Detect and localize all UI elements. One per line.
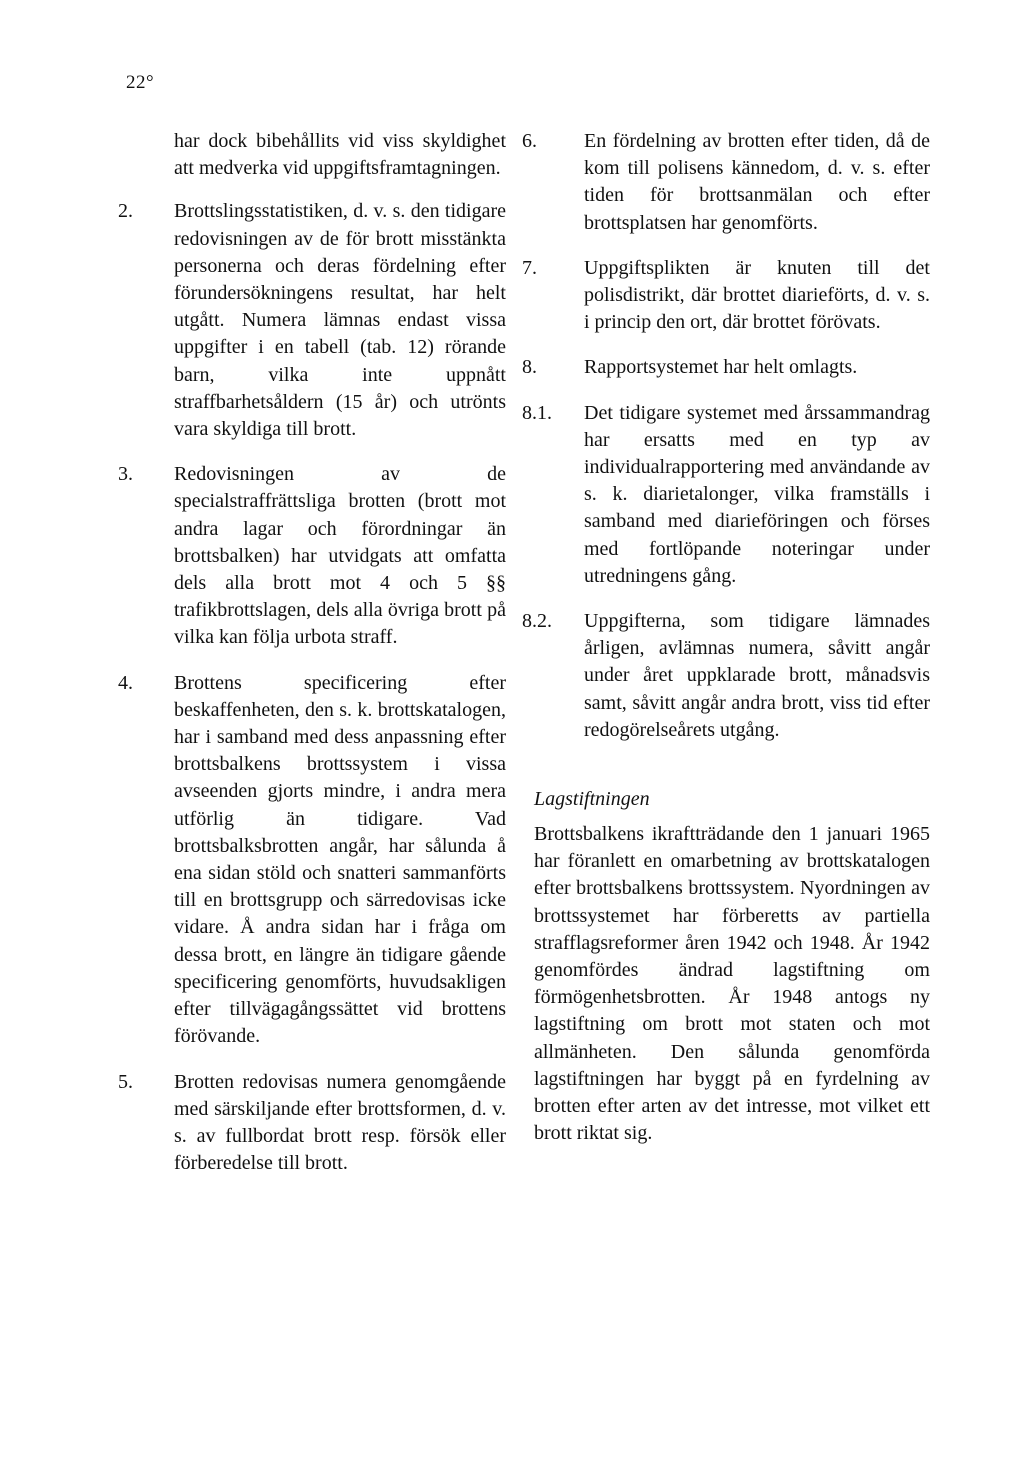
section-heading: Lagstiftningen xyxy=(534,788,650,811)
section-paragraph: Brottsbalkens ikraftträdande den 1 januari 1965 har föranlett en omarbetning av brottskatalogen efter brottsbalkens brottssystem. Nyordningen av brottssystemet har förberetts av partiella strafflagsreformer åren 1942 och 1948. År 1942 genomfördes ändrad lagstiftning om förmögenhetsbrotten. År 1948 antogs ny lagstiftning om brott mot staten och mot allmänheten. Den sålunda genomförda lagstiftningen har byggt på en fyrdelning av brotten efter arten av det intresse, mot vilket ett brott riktat sig. xyxy=(534,823,930,1145)
item-number: 2. xyxy=(118,200,133,223)
item-text: Brotten redovisas numera genomgående med särskiljande efter brottsformen, d. v. s. av fullbordat brott resp. försök eller förberedelse till brott. xyxy=(174,1070,506,1175)
left-column xyxy=(118,128,506,1195)
list-item xyxy=(522,128,930,237)
list-item xyxy=(118,128,506,182)
list-item xyxy=(522,400,930,590)
item-number: 8.2. xyxy=(522,610,552,633)
list-item xyxy=(118,1069,506,1178)
item-number: 3. xyxy=(118,463,133,486)
list-item xyxy=(118,461,506,651)
item-number: 4. xyxy=(118,671,133,694)
list-item xyxy=(522,608,930,744)
item-number: 7. xyxy=(522,256,537,279)
item-text: Uppgifterna, som tidigare lämnades årligen, avlämnas numera, såvitt angår under året uppklarade brott, månadsvis samt, såvitt angår andra brott, viss tid efter redogörelseårets utgång. xyxy=(584,610,930,741)
item-text: har dock bibehållits vid viss skyldighet att medverka vid uppgiftsframtagningen. xyxy=(174,130,506,180)
item-number: 5. xyxy=(118,1070,133,1093)
item-text: Uppgiftsplikten är knuten till det polisdistrikt, där brottet diarieförts, d. v. s. i princip den ort, där brottet förövats. xyxy=(584,256,930,334)
item-text: Redovisningen av de specialstraffrättsliga brotten (brott mot andra lagar och förordningar än brottsbalken) har utvidgats att omfatta dels alla brott mot 4 och 5 §§ trafikbrottslagen, dels alla övriga brott på vilka kan följa urbota straff. xyxy=(174,463,506,649)
item-number: 8. xyxy=(522,356,537,379)
right-column xyxy=(522,128,930,1148)
list-item xyxy=(118,670,506,1051)
item-text: En fördelning av brotten efter tiden, då de kom till polisens kännedom, d. v. s. efter tiden för brottsanmälan och efter brottsplatsen har genomförts. xyxy=(584,130,930,234)
item-text: Rapportsystemet har helt omlagts. xyxy=(584,356,858,379)
item-text: Brottens specificering efter beskaffenheten, den s. k. brottskatalogen, har i samband med dess anpassning efter brottsbalkens brottssystem i vissa avseenden gjorts mindre, i andra mera utförlig än tidigare. Vad brottsbalksbrotten angår, har sålunda å ena sidan stöld och snatteri sammanförts till en brottsgrupp och särredovisas icke vidare. Å andra sidan har i fråga om dessa brott, en längre än tidigare gående specificering genomförts, huvudsakligen efter tillvägagångssättet vid brottens förövande. xyxy=(174,671,506,1048)
item-number: 8.1. xyxy=(522,401,552,424)
page-number: 22° xyxy=(126,72,155,93)
item-text: Det tidigare systemet med årssammandrag har ersatts med en typ av individualrapportering med användande av s. k. diarietalonger, vilka framställs i samband med diarieföringen och förses med fortlöpande noteringar under utredningens gång. xyxy=(584,401,930,587)
list-item xyxy=(522,354,930,381)
item-text: Brottslingsstatistiken, d. v. s. den tidigare redovisningen av de för brott misstänkta personerna och deras fördelning efter förundersökningens resultat, har helt utgått. Numera lämnas endast vissa uppgifter i en tabell (tab. 12) rörande barn, vilka inte uppnått straffbarhetsåldern (15 år) och utrönts vara skyldiga till brott. xyxy=(174,200,506,441)
list-item xyxy=(522,255,930,337)
list-item xyxy=(118,198,506,443)
item-number: 6. xyxy=(522,130,537,152)
